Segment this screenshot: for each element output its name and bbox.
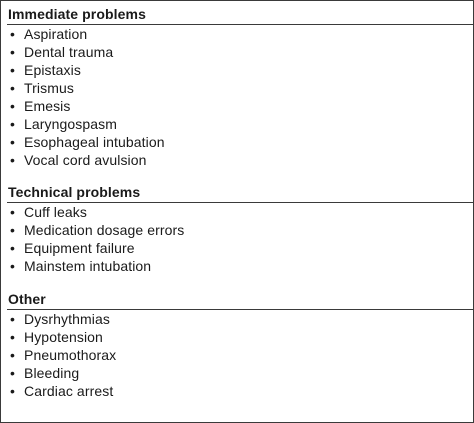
bullet-icon: • — [10, 240, 16, 256]
section-technical-problems — [7, 183, 473, 275]
item-label: Hypotension — [24, 329, 103, 345]
bullet-icon: • — [10, 311, 16, 327]
bullet-icon: • — [10, 204, 16, 220]
section-title: Technical problems — [7, 183, 473, 203]
list-item — [7, 328, 473, 346]
bullet-icon: • — [10, 80, 16, 96]
bullet-icon: • — [10, 365, 16, 381]
bullet-icon: • — [10, 26, 16, 42]
item-label: Cardiac arrest — [24, 383, 114, 399]
bullet-icon: • — [10, 116, 16, 132]
list-item — [7, 97, 473, 115]
item-label: Laryngospasm — [24, 116, 118, 132]
item-label: Bleeding — [24, 365, 80, 381]
item-label: Dysrhythmias — [24, 311, 110, 327]
list-item — [7, 221, 473, 239]
section-immediate-problems — [7, 5, 473, 169]
item-label: Equipment failure — [24, 240, 135, 256]
bullet-icon: • — [10, 62, 16, 78]
item-label: Mainstem intubation — [24, 258, 152, 274]
section-other — [7, 290, 473, 400]
section-title: Immediate problems — [7, 5, 473, 25]
item-label: Cuff leaks — [24, 204, 87, 220]
bullet-icon: • — [10, 383, 16, 399]
item-label: Esophageal intubation — [24, 134, 165, 150]
bullet-icon: • — [10, 134, 16, 150]
bullet-icon: • — [10, 258, 16, 274]
list-item — [7, 257, 473, 275]
list-item — [7, 43, 473, 61]
list-item — [7, 346, 473, 364]
bullet-icon: • — [10, 98, 16, 114]
bullet-icon: • — [10, 152, 16, 168]
item-label: Trismus — [24, 80, 74, 96]
bullet-icon: • — [10, 347, 16, 363]
list-item — [7, 79, 473, 97]
list-item — [7, 203, 473, 221]
item-label: Aspiration — [24, 26, 88, 42]
list-item — [7, 25, 473, 43]
item-label: Vocal cord avulsion — [24, 152, 147, 168]
item-label: Emesis — [24, 98, 71, 114]
list-item — [7, 151, 473, 169]
list-item — [7, 239, 473, 257]
list-item — [7, 61, 473, 79]
bullet-icon: • — [10, 44, 16, 60]
item-label: Dental trauma — [24, 44, 114, 60]
item-list — [7, 25, 473, 169]
list-item — [7, 115, 473, 133]
bullet-icon: • — [10, 329, 16, 345]
item-list — [7, 203, 473, 275]
list-item — [7, 133, 473, 151]
bullet-icon: • — [10, 222, 16, 238]
section-title: Other — [7, 290, 473, 310]
item-label: Medication dosage errors — [24, 222, 185, 238]
item-label: Epistaxis — [24, 62, 81, 78]
list-item — [7, 364, 473, 382]
list-item — [7, 382, 473, 400]
list-item — [7, 310, 473, 328]
item-label: Pneumothorax — [24, 347, 117, 363]
item-list — [7, 310, 473, 400]
